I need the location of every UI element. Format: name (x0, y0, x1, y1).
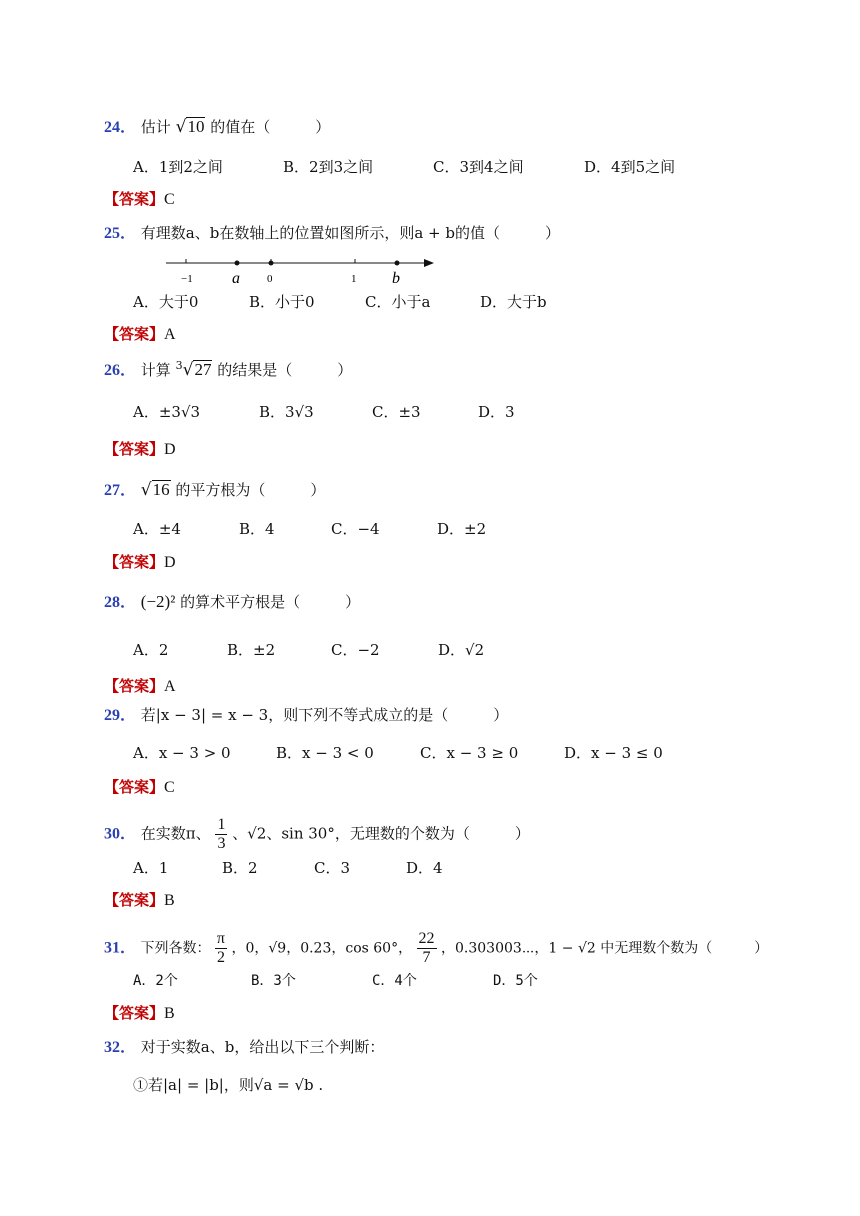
option-b: B．±2 (227, 641, 276, 659)
answer-value: C (164, 779, 175, 796)
option-b: B．2到3之间 (283, 158, 374, 176)
answer-label: 【答案】 (104, 440, 165, 458)
answer-label: 【答案】 (104, 553, 165, 571)
question-number: 28． (104, 594, 137, 611)
stem-text: ，0，√9，0.23̇，cos 60°， (231, 940, 413, 957)
fraction-22-over-7 (417, 930, 437, 967)
sqrt-expression: √10 (175, 117, 205, 137)
stem-text: 估计 (140, 118, 171, 136)
option-a: A．大于0 (133, 293, 199, 311)
answer-value: C (164, 191, 175, 208)
question-28-stem (104, 592, 360, 613)
option-b: B．x − 3 < 0 (276, 744, 374, 762)
option-b: B．3个 (251, 973, 296, 989)
question-32-judgment-1: ①若|a| = |b|，则√a = √b . (133, 1076, 324, 1094)
point-b (395, 261, 400, 266)
option-c: C．3到4之间 (433, 158, 524, 176)
question-30-stem (104, 816, 530, 853)
option-a: A．2个 (133, 973, 178, 989)
question-26-stem (104, 356, 352, 381)
sqrt-expression: √16 (140, 480, 170, 500)
answer-value: A (164, 678, 176, 695)
root-index: 3 (175, 359, 183, 372)
option-d: D．x − 3 ≤ 0 (564, 744, 663, 762)
stem-text: 的结果是（ ） (217, 361, 353, 379)
numerator: π (216, 930, 225, 947)
numerator: 1 (217, 816, 226, 833)
denominator: 2 (216, 949, 225, 966)
answer-26 (104, 439, 176, 460)
axis-arrow (424, 259, 434, 267)
radicand: 10 (187, 117, 205, 136)
option-a: A．1 (133, 859, 169, 877)
stem-text: 有理数a、b在数轴上的位置如图所示，则a + b的值（ ） (140, 224, 560, 242)
label-a: a (232, 270, 240, 287)
question-number: 24． (104, 119, 137, 136)
answer-30 (104, 890, 175, 911)
option-b: B．2 (222, 859, 258, 877)
answer-31 (104, 1003, 175, 1024)
question-27-stem (104, 480, 325, 501)
stem-text: 、√2、sin 30°，无理数的个数为（ ） (232, 824, 530, 843)
fraction-one-third (215, 816, 227, 853)
stem-text: 若|x − 3| = x − 3，则下列不等式成立的是（ ） (140, 706, 509, 724)
option-d: D．5个 (493, 973, 538, 989)
option-c: C．3 (314, 859, 351, 877)
answer-value: A (164, 326, 176, 343)
radicand: 16 (152, 480, 170, 499)
question-number: 26． (104, 362, 137, 379)
option-b: B．3√3 (259, 403, 314, 421)
fraction-pi-over-2 (215, 930, 227, 967)
option-a: A．x − 3 > 0 (133, 744, 231, 762)
answer-label: 【答案】 (104, 778, 165, 796)
question-number: 27． (104, 482, 137, 499)
option-b: B．4 (239, 520, 275, 538)
stem-text: 在实数π、 (140, 824, 211, 843)
denominator: 7 (422, 949, 431, 966)
question-32-stem (104, 1037, 384, 1058)
option-a: A．±4 (133, 520, 181, 538)
stem-text: 计算 (140, 361, 171, 379)
question-25-stem (104, 223, 560, 244)
question-24-stem (104, 117, 330, 138)
question-31-stem (104, 930, 768, 967)
tick-label-neg1: −1 (181, 273, 193, 285)
denominator: 3 (217, 835, 226, 852)
label-b: b (392, 270, 400, 287)
cube-root-expression: $^3$√27 (175, 359, 212, 380)
stem-text: 的值在（ ） (210, 118, 331, 136)
question-number: 31． (104, 939, 137, 957)
answer-value: D (164, 441, 176, 458)
question-number: 29． (104, 707, 137, 724)
tick-label-1: 1 (351, 273, 357, 285)
answer-label: 【答案】 (104, 677, 165, 695)
option-c: C．小于a (365, 293, 431, 311)
option-d: D．4到5之间 (584, 158, 676, 176)
option-a: A．±3√3 (133, 403, 201, 421)
answer-25 (104, 324, 176, 345)
option-c: C．−2 (331, 641, 380, 659)
answer-24 (104, 189, 175, 210)
answer-value: D (164, 554, 176, 571)
option-d: D．3 (478, 403, 515, 421)
question-number: 32． (104, 1039, 137, 1056)
answer-value: B (164, 1005, 175, 1022)
option-d: D．大于b (480, 293, 547, 311)
stem-text: 的平方根为（ ） (175, 481, 326, 499)
stem-text: 对于实数a、b，给出以下三个判断： (140, 1038, 385, 1056)
number-line (160, 252, 440, 288)
answer-value: B (164, 892, 175, 909)
answer-label: 【答案】 (104, 190, 165, 208)
stem-text: 的算术平方根是（ ） (180, 593, 361, 611)
option-a: A．2 (133, 641, 169, 659)
answer-label: 【答案】 (104, 891, 165, 909)
point-zero (269, 261, 274, 266)
answer-label: 【答案】 (104, 325, 165, 343)
option-d: D．±2 (437, 520, 487, 538)
option-d: D．√2 (438, 641, 485, 659)
option-a: A．1到2之间 (133, 158, 223, 176)
option-d: D．4 (406, 859, 443, 877)
point-a (235, 261, 240, 266)
answer-29 (104, 777, 175, 798)
option-c: C．±3 (372, 403, 421, 421)
question-29-stem (104, 705, 508, 726)
numerator: 22 (418, 930, 435, 947)
answer-28 (104, 676, 176, 697)
question-number: 25． (104, 225, 137, 242)
option-c: C．4个 (372, 973, 417, 989)
answer-27 (104, 552, 176, 573)
tick-label-0: 0 (267, 273, 273, 285)
stem-text: 下列各数： (140, 940, 211, 957)
option-b: B．小于0 (249, 293, 315, 311)
option-c: C．x − 3 ≥ 0 (420, 744, 519, 762)
option-c: C．−4 (331, 520, 380, 538)
stem-math: (−2)² (140, 592, 176, 611)
question-number: 30． (104, 825, 137, 843)
stem-text: ，0.303003⋯，1 − √2 中无理数个数为（ ） (441, 940, 769, 957)
answer-label: 【答案】 (104, 1004, 165, 1022)
radicand: 27 (194, 360, 212, 379)
